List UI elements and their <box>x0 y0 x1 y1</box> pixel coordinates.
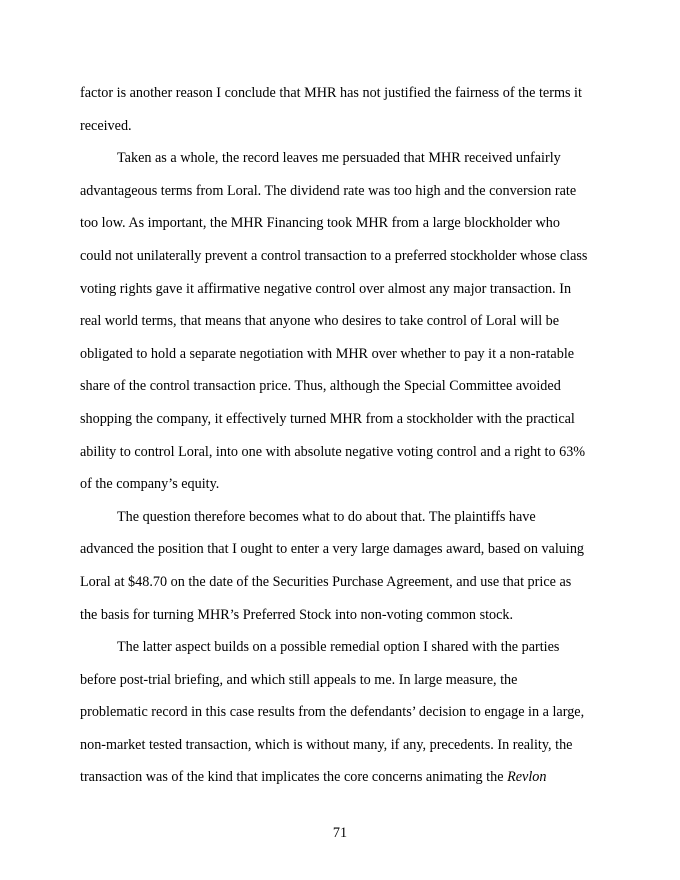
text-line: before post-trial briefing, and which still appeals to me. In large measure, the <box>80 671 518 688</box>
text-line: obligated to hold a separate negotiation with MHR over whether to pay it a non-ratable <box>80 345 575 362</box>
text-line: of the company’s equity. <box>80 476 220 493</box>
text-line: problematic record in this case results from the defendants’ decision to engage in a large, <box>80 704 585 721</box>
paragraph-first-line: The question therefore becomes what to do about that. The plaintiffs have <box>117 508 536 525</box>
page-number: 71 <box>332 825 348 841</box>
body-text <box>80 77 610 794</box>
text-line: Loral at $48.70 on the date of the Securities Purchase Agreement, and use that price as <box>80 573 572 590</box>
text-line: real world terms, that means that anyone who desires to take control of Loral will be <box>80 313 560 330</box>
text-line: received. <box>80 117 132 134</box>
text-line: factor is another reason I conclude that MHR has not justified the fairness of the terms it <box>80 85 582 101</box>
text-line: advanced the position that I ought to enter a very large damages award, based on valuing <box>80 541 585 558</box>
text-line <box>80 761 610 794</box>
text-line: advantageous terms from Loral. The dividend rate was too high and the conversion rate <box>80 182 577 199</box>
text-segment: transaction was of the kind that implicates the core concerns animating the <box>80 769 508 786</box>
paragraph-first-line: The latter aspect builds on a possible remedial option I shared with the parties <box>117 639 560 656</box>
text-line: ability to control Loral, into one with absolute negative voting control and a right to 63% <box>80 443 586 460</box>
text-line: non-market tested transaction, which is without many, if any, precedents. In reality, the <box>80 736 573 753</box>
case-name-italic: Revlon <box>507 769 547 786</box>
text-line: could not unilaterally prevent a control transaction to a preferred stockholder whose class <box>80 247 588 264</box>
text-line: share of the control transaction price. Thus, although the Special Committee avoided <box>80 378 561 395</box>
text-line: too low. As important, the MHR Financing took MHR from a large blockholder who <box>80 215 560 232</box>
text-line: voting rights gave it affirmative negative control over almost any major transaction. In <box>80 280 572 297</box>
paragraph-first-line: Taken as a whole, the record leaves me persuaded that MHR received unfairly <box>117 150 561 167</box>
text-line: shopping the company, it effectively turned MHR from a stockholder with the practical <box>80 410 575 427</box>
text-line: the basis for turning MHR’s Preferred Stock into non-voting common stock. <box>80 606 514 623</box>
